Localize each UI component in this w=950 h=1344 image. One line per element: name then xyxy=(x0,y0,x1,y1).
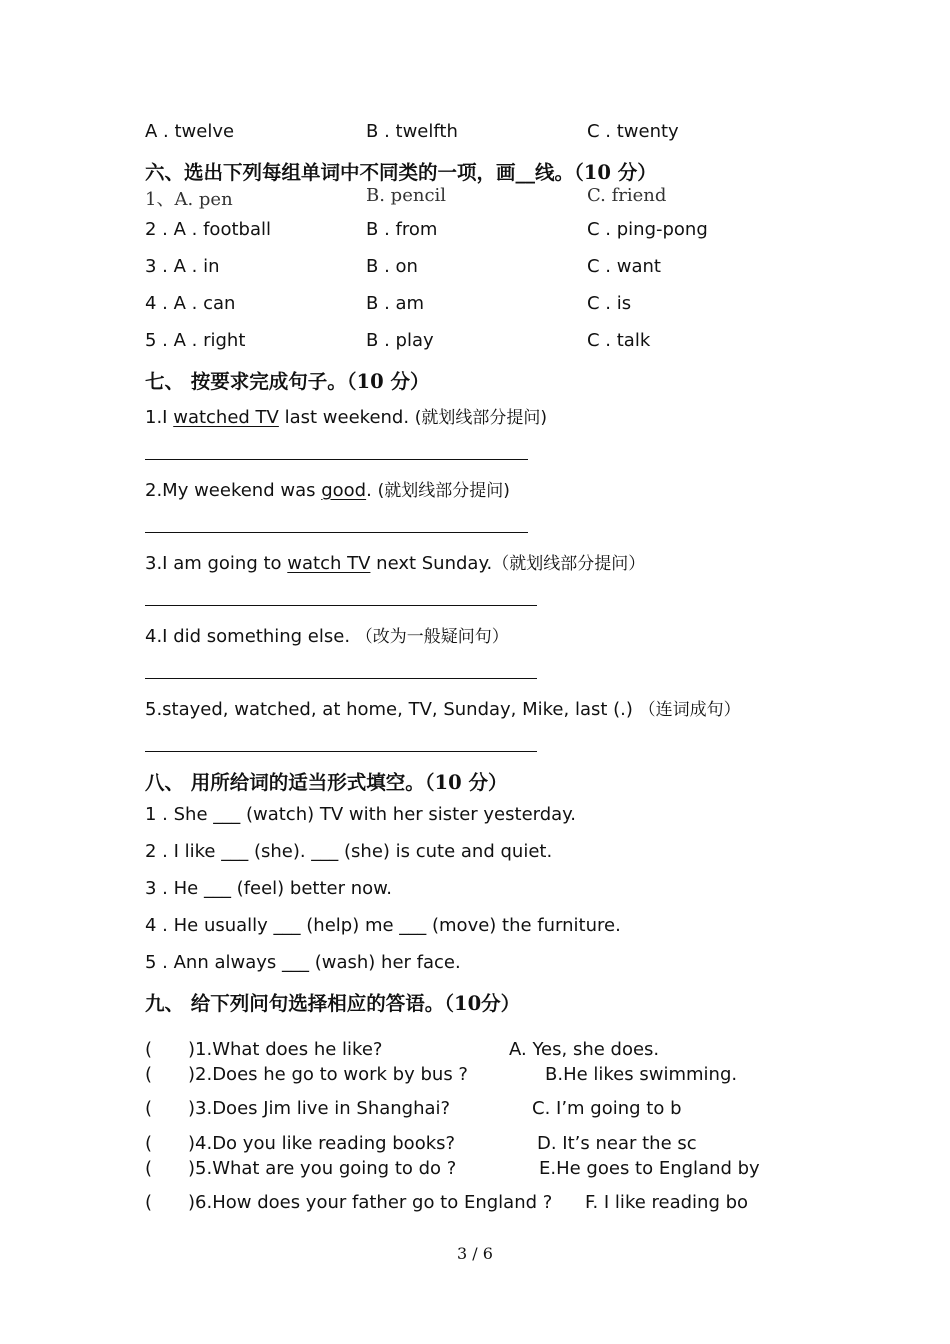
option-b: B . play xyxy=(366,330,434,351)
answer-line xyxy=(145,459,528,460)
option-c: C. friend xyxy=(587,185,667,206)
section6-row-2 xyxy=(145,219,845,243)
section8-heading: 八、 用所给词的适当形式填空。（10 分） xyxy=(145,771,508,794)
option-c: C . talk xyxy=(587,330,651,351)
section7-item-1: 1.I watched TV last weekend. (就划线部分提问) xyxy=(145,407,548,428)
option-b: B. pencil xyxy=(366,185,447,206)
option-b: B . twelfth xyxy=(366,121,458,142)
underlined-phrase: good xyxy=(321,480,367,501)
section8-item-5: 5 . Ann always ___ (wash) her face. xyxy=(145,952,461,973)
section6-row-1 xyxy=(145,185,845,209)
section6-row-3 xyxy=(145,256,845,280)
section6-heading: 六、选出下列每组单词中不同类的一项，画__线。（10 分） xyxy=(145,161,657,184)
section7-heading: 七、 按要求完成句子。（10 分） xyxy=(145,370,430,393)
answer-line xyxy=(145,751,537,752)
section7-item-3: 3.I am going to watch TV next Sunday.（就划线部分提问） xyxy=(145,553,646,574)
section7-item-5: 5.stayed, watched, at home, TV, Sunday, Mike, last (.) （连词成句） xyxy=(145,699,741,720)
option-c: C . want xyxy=(587,256,661,277)
q5-last-options xyxy=(145,121,845,145)
answer-line xyxy=(145,678,537,679)
section6-row-4 xyxy=(145,293,845,317)
section8-item-2: 2 . I like ___ (she). ___ (she) is cute and quiet. xyxy=(145,841,553,862)
option-a: 5 . A . right xyxy=(145,330,246,351)
option-a: 4 . A . can xyxy=(145,293,236,314)
document-page: A . twelve B . twelfth C . twenty 六、选出下列每组单词中不同类的一项，画__线。（10 分） 1、A. pen B. pencil C. friend 2 . A . football B . from C . ping-pong 3 . A . in B . on C . want 4 . A . can B . am C . is 5 . A . right B . play C . talk 七、 按要求完成句子。（10 分） 1.I watched TV last weekend. (就划线部分提问) 2.My weekend was good. (就划线部分提问) 3.I am going to watch TV next Sunday.（就划线部分提问） 4.I did something else. （改为一般疑问句） 5.stayed, watched, at home, TV, Sunday, Mike, last (.) （连词成句） 八、 用所给词的适当形式填空。（10 分） 1 . She ___ (watch) TV with her sister yesterday. 2 . I like ___ (she). ___ (she) is cute and quiet. 3 . He ___ (feel) better now. 4 . He usually ___ (help) me ___ (move) the furniture. 5 . Ann always ___ (wash) her face. 九、 给下列问句选择相应的答语。（10分） ( )1.What does he like? A. Yes, she does. ( )2.Does he go to work by bus ? B.He likes swimming. ( )3.Does Jim live in Shanghai? C. I’m going to b ( )4.Do you like reading books? D. It’s near the sc ( )5.What are you going to do ? E.He goes to England by ( )6.How does your father go to England ? F. I like reading bo 3 / 6 xyxy=(0,0,950,1344)
option-a: 2 . A . football xyxy=(145,219,271,240)
section9-heading: 九、 给下列问句选择相应的答语。（10分） xyxy=(145,992,521,1015)
option-b: B . on xyxy=(366,256,418,277)
section8-item-4: 4 . He usually ___ (help) me ___ (move) the furniture. xyxy=(145,915,621,936)
answer-line xyxy=(145,532,528,533)
underlined-phrase: watch TV xyxy=(287,553,371,574)
page-number: 3 / 6 xyxy=(457,1244,493,1263)
section7-item-4: 4.I did something else. （改为一般疑问句） xyxy=(145,626,509,647)
option-c: C . is xyxy=(587,293,632,314)
option-a: A . twelve xyxy=(145,121,235,142)
section7-item-2: 2.My weekend was good. (就划线部分提问) xyxy=(145,480,510,501)
underlined-phrase: watched TV xyxy=(173,407,279,428)
option-b: B . from xyxy=(366,219,438,240)
option-a: 1、A. pen xyxy=(145,189,233,210)
section8-item-3: 3 . He ___ (feel) better now. xyxy=(145,878,392,899)
answer-line xyxy=(145,605,537,606)
option-a: 3 . A . in xyxy=(145,256,220,277)
option-b: B . am xyxy=(366,293,425,314)
option-c: C . twenty xyxy=(587,121,679,142)
section6-row-5 xyxy=(145,330,845,354)
section8-item-1: 1 . She ___ (watch) TV with her sister yesterday. xyxy=(145,804,576,825)
option-c: C . ping-pong xyxy=(587,219,708,240)
